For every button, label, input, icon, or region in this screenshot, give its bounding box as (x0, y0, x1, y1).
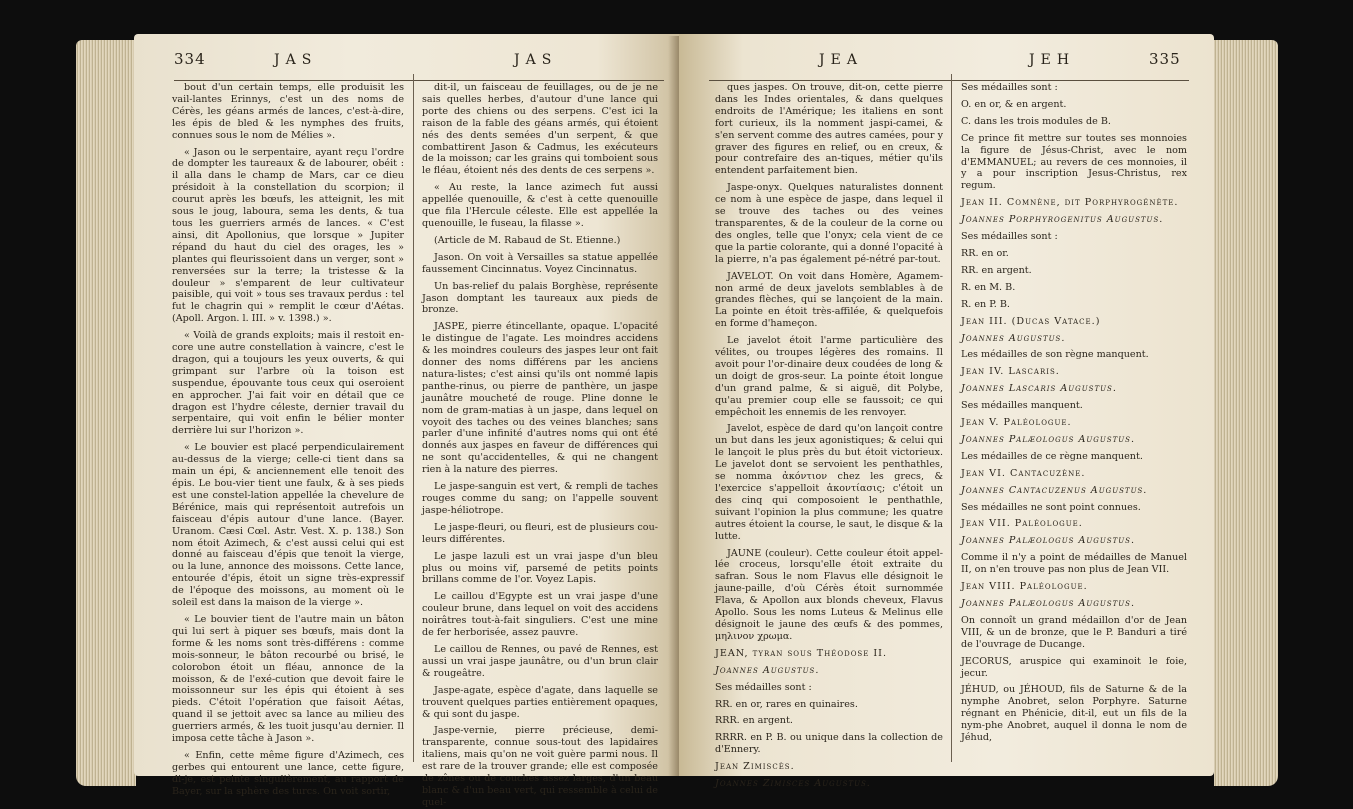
right-page-number: 335 (1149, 50, 1181, 68)
list-line: Comme il n'y a point de médailles de Manuel II, on n'en trouve pas non plus de Jean VII. (961, 552, 1187, 576)
paragraph: dit-il, un faisceau de feuillages, ou de je ne sais quelles herbes, d'autour d'une lance qui porte des chiens ou des serpens. C'est ici la raison de la fable des géans armés, qui étoient nés des dents semées d'un serpent, & que combattirent Jason & Cadmus, les exécuteurs de la moisson; car les grains qui tomboient sous le fléau, étoient nés des dents de ces serpens ». (422, 82, 658, 177)
paragraph: « Le bouvier tient de l'autre main un bâton qui lui sert à piquer ses bœufs, mais dont la forme & les noms sont très-différens : comme mois-sonneur, le bâton recourbé ou brisé, le colorobon étoit un fléau, annonce de la moisson, & de l'exé-cution que devoit faire le moissonneur sur les épis qui étoient à ses pieds. C'étoit l'opération que faisoit Aétas, quand il se jettoit avec sa lance au milieu des guerriers armés, & les tuoit jusqu'au dernier. Il imposa cette tâche à Jason ». (172, 613, 404, 745)
paragraph: « Enfin, cette même figure d'Azimech, ces gerbes qui entourent une lance, cette figure, di-je, est peinte singulièrement, au rapport de Bayer, sur la sphère des turcs. On voit sortir, (172, 749, 404, 797)
list-line: Joannes Zimisces Augustus. (715, 778, 871, 790)
list-line: Joannes Porphyrogenitus Augustus. (961, 214, 1164, 226)
paragraph: « Au reste, la lance azimech fut aussi appellée quenouille, & c'est à cette quenouille que fila l'Hercule céleste. Elle est appellée la quenouille, le fuseau, la filasse ». (422, 182, 658, 229)
list-line: RRR. en argent. (715, 715, 793, 727)
list-line: Ses médailles sont : (961, 231, 1058, 243)
paragraph: JAVELOT. On voit dans Homère, Agamem-non armé de deux javelots semblables à de grandes flèches, qui se lançoient de la main. La pointe en étoit très-affilée, & quelquefois en forme d'hameçon. (715, 270, 943, 330)
list-line: Jean VII. Paléologue. (961, 518, 1083, 530)
right-column-2 (961, 82, 1187, 770)
right-header-rule (709, 80, 1189, 81)
list-line: Joannes Palæologus Augustus. (961, 433, 1136, 445)
left-header-rule (174, 80, 664, 81)
list-line: RRRR. en P. B. ou unique dans la collection de d'Ennery. (715, 732, 943, 756)
list-line: Les médailles de son règne manquent. (961, 349, 1149, 361)
paragraph: Le javelot étoit l'arme particulière des vélites, ou troupes légères des romains. Il avoit pour l'or-dinaire deux coudées de long & un doigt de gros-seur. La pointe étoit longue d'un grand palme, & si aiguë, dit Polybe, qu'au premier coup elle se faussoit; ce qui empêchoit les ennemis de les renvoyer. (715, 335, 943, 418)
right-column-rule (951, 74, 952, 762)
list-line: Joannes Palæologus Augustus. (961, 598, 1136, 609)
paragraph: Jaspe-onyx. Quelques naturalistes donnent ce nom à une espèce de jaspe, dans lequel il se trouve des taches ou des veines transparentes, & de la couleur de la corne ou des ongles, telle que l'onyx; cela vient de ce que la partie colorante, qui a donné l'opacité à la pierre, n'a pas également pé-nétré par-tout. (715, 182, 943, 265)
left-column-1 (172, 82, 404, 797)
paragraph: bout d'un certain temps, elle produisit les vail-lantes Erinnys, c'est un des noms de Cérès, les géans armés de lances, c'est-à-dire, les épis de bled & les nymphes des fruits, connues sous le nom de Mélies ». (172, 82, 404, 141)
list-line: R. en P. B. (961, 298, 1010, 310)
list-line: Jean II. Comnène, dit Porphyrogénète. (961, 197, 1179, 209)
list-line: Jean Zimiscès. (715, 761, 795, 773)
list-line: Jean V. Paléologue. (961, 417, 1072, 429)
list-line: JECORUS, aruspice qui examinoit le foie, jecur. (961, 655, 1187, 679)
left-page (134, 34, 679, 808)
list-line: Joannes Augustus. (961, 332, 1066, 344)
right-running-head-right: JEH (1029, 52, 1076, 68)
list-line: Joannes Lascaris Augustus. (961, 383, 1117, 395)
right-page (679, 34, 1214, 790)
list-line: Joannes Cantacuzenus Augustus. (961, 484, 1148, 496)
paragraph: Jaspe-agate, espèce d'agate, dans laquelle se trouvent quelques parties entièrement opaques, & qui sont du jaspe. (422, 684, 658, 720)
list-line: On connoît un grand médaillon d'or de Jean VIII, & un de bronze, que le P. Banduri a tiré de l'ouvrage de Ducange. (961, 614, 1187, 650)
list-line: Joannes Augustus. (715, 664, 820, 676)
list-line: Joannes Palæologus Augustus. (961, 535, 1136, 547)
list-line: Jean IV. Lascaris. (961, 366, 1060, 378)
paragraph: ques jaspes. On trouve, dit-on, cette pierre dans les Indes orientales, & dans quelques endroits de l'Amérique; les italiens en sont fort curieux, ils la nomment jaspi-camei, & s'en servent comme des autres camées, pour y graver des figures en relief, ou en creux, & pour contrefaire des an-tiques, métier qu'ils entendent parfaitement bien. (715, 82, 943, 177)
paragraph: Le jaspe-fleuri, ou fleuri, est de plusieurs cou-leurs différentes. (422, 521, 658, 545)
list-line: Jean III. (Ducas Vatace.) (961, 315, 1101, 327)
list-line: O. en or, & en argent. (961, 98, 1067, 110)
list-line: RR. en or. (961, 247, 1009, 259)
paragraph: JAUNE (couleur). Cette couleur étoit appel-lée croceus, lorsqu'elle étoit extraite du safran. Sous le nom Flavus elle désignoit le jaune-paille, d'où Cérès étoit surnommée Flava, & Apollon aux blonds cheveux, Flavus Apollo. Sous les noms Luteus & Melinus elle désignoit le jaune des œufs & des pommes, μηλινον χρωμα. (715, 547, 943, 642)
paragraph: « Voilà de grands exploits; mais il restoit en-core une autre constellation à vaincre, c'est le dragon, qui a toujours les yeux ouverts, & qui grimpant sur l'arbre où la toison est suspendue, épouvante tous ceux qui oseroient en approcher. J'ai fait voir en détail que ce dragon est l'hydre céleste, dernier travail du serpentaire, qui voit enfin le bélier monter derrière lui sur l'horizon ». (172, 330, 404, 437)
right-column-1 (715, 82, 943, 790)
list-line: Les médailles de ce règne manquent. (961, 450, 1143, 462)
list-line: RR. en or, rares en quinaires. (715, 698, 858, 710)
list-line: JEAN, tyran sous Théodose II. (715, 647, 888, 659)
paragraph: Javelot, espèce de dard qu'on lançoit contre un but dans les jeux agonistiques; & celui qui le lançoit le plus près du but étoit victorieux. Le javelot dont se servoient les penthathles, se nomma ἀκόντιον chez les grecs, & l'exercice s'appelloit ἀκοντίασις; c'étoit un des cinq qui composoient le penthathle, suivant l'opinion la plus commune; les quatre autres étoient la course, le saut, le disque & la lutte. (715, 423, 943, 542)
paragraph: Le jaspe lazuli est un vrai jaspe d'un bleu plus ou moins vif, parsemé de petits points brillans comme de l'or. Voyez Lapis. (422, 550, 658, 586)
list-line: JÉHUD, ou JÉHOUD, fils de Saturne & de la nymphe Anobret, selon Porphyre. Saturne régnant en Phénicie, dit-il, eut un fils de la nym-phe Anobret, auquel il donna le nom de Jéhud, (961, 684, 1187, 744)
left-column-rule (413, 74, 414, 762)
paragraph: Jason. On voit à Versailles sa statue appellée faussement Cincinnatus. Voyez Cincinnatus. (422, 251, 658, 275)
right-running-head-left: JEA (819, 52, 863, 68)
paragraph: Un bas-relief du palais Borghèse, représente Jason domptant les taureaux aux pieds de bronze. (422, 280, 658, 316)
paragraph: Le caillou de Rennes, ou pavé de Rennes, est aussi un vrai jaspe jaunâtre, ou d'un brun clair & rougeâtre. (422, 643, 658, 679)
paragraph: Jaspe-vernie, pierre précieuse, demi-transparente, connue sous-tout des lapidaires italiens, mais qu'on ne voit guère parmi nous. Il est rare de la trouver grande; elle est composée de zônes ou de couches assez larges, d'un beau blanc & d'un beau vert, qui ressemble à celui de quel- (422, 725, 658, 808)
left-running-head-left: JAS (274, 52, 318, 68)
open-book (78, 14, 1268, 808)
paragraph: Le jaspe-sanguin est vert, & rempli de taches rouges comme du sang; on l'appelle souvent jaspe-héliotrope. (422, 481, 658, 516)
left-column-2 (422, 82, 658, 808)
left-page-edges (76, 40, 136, 786)
list-line: R. en M. B. (961, 281, 1016, 293)
list-line: Ce prince fit mettre sur toutes ses monnoies la figure de Jésus-Christ, avec le nom d'EMMANUEL; au revers de ces monnoies, il y a pour inscription Jesus-Christus, rex regum. (961, 132, 1187, 192)
paragraph: Le caillou d'Egypte est un vrai jaspe d'une couleur brune, dans lequel on voit des accidens noirâtres tout-à-fait singuliers. C'est une mine de fer herborisée, assez pauvre. (422, 591, 658, 639)
right-page-edges (1214, 40, 1278, 786)
paragraph: (Article de M. Rabaud de St. Etienne.) (434, 234, 621, 246)
list-line: Ses médailles ne sont point connues. (961, 501, 1141, 513)
left-page-number: 334 (174, 50, 206, 68)
left-running-head-center: JAS (514, 52, 558, 68)
list-line: Ses médailles sont : (715, 681, 812, 693)
list-line: C. dans les trois modules de B. (961, 115, 1111, 127)
list-line: RR. en argent. (961, 264, 1032, 276)
list-line: Jean VI. Cantacuzène. (961, 467, 1086, 479)
paragraph: « Jason ou le serpentaire, ayant reçu l'ordre de dompter les taureaux & de labourer, obéit : il alla dans le champ de Mars, car ce dieu présidoit à la constellation du scorpion; il courut après les bœufs, les atteignit, les mit sous le joug, laboura, sema les dents, & tua tous les guerriers armés de lances. « C'est ainsi, dit Apollonius, que lorsque » Jupiter répand du haut du ciel des orages, les » plantes qui fleurissoient dans un verger, sont » renversées sur la terre; la tristesse & la douleur » s'emparent de leur cultivateur paisible, qui voit » tous ses travaux perdus : tel fut le chagrin qui » remplit le cœur d'Aétas. (Apoll. Argon. l. III. » v. 1398.) ». (172, 146, 404, 325)
list-line: Ses médailles sont : (961, 82, 1058, 93)
list-line: Jean VIII. Paléologue. (961, 581, 1088, 593)
paragraph: JASPE, pierre étincellante, opaque. L'opacité le distingue de l'agate. Les moindres accidens & les moindres couleurs des jaspes leur ont fait donner des noms différens par les anciens natura-listes; c'est ainsi qu'ils ont nommé lapis panthe-rinus, ou pierre de panthère, un jaspe jaunâtre moucheté de rouge. Pline donne le nom de gram-matias à un jaspe, dans lequel on voyoit des taches ou des veines blanches; sans parler d'une infinité d'autres noms qui ont été donnés aux jaspes en faveur de différences qui ne sont qu'accidentelles, & qui ne changent rien à la nature des pierres. (422, 321, 658, 476)
paragraph: « Le bouvier est placé perpendiculairement au-dessus de la vierge; celle-ci tient dans sa main un épi, & anciennement elle tenoit des épis. Le bou-vier tient une faulx, & à ses pieds est une constel-lation appellée la chevelure de Bérénice, mais qui représentoit autrefois un faisceau d'épis autour d'une lance. (Bayer. Uranom. Cæsi Cœl. Astr. Vest. X. p. 138.) Son nom étoit Azimech, & c'est aussi celui qui est donné au faisceau d'épis que tenoit la vierge, ou la lune, annonce des moissons. Cette lance, entourée d'épis, étoit un signe très-expressif de l'époque des moissons, au moment où le soleil est dans la maison de la vierge ». (172, 442, 404, 609)
list-line: Ses médailles manquent. (961, 400, 1083, 412)
